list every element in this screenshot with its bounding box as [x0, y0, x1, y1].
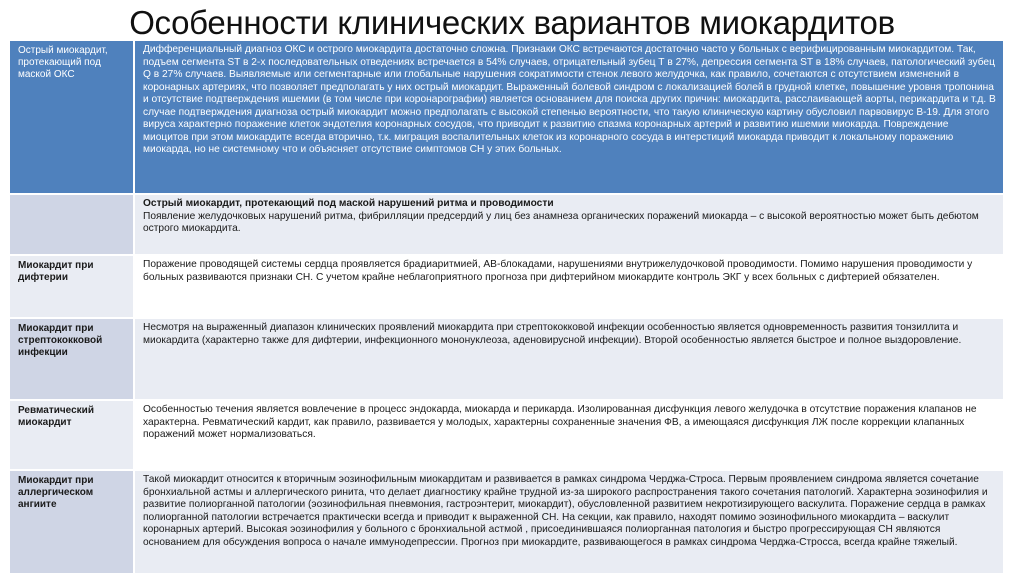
page-title: Особенности клинических вариантов миокардитов [129, 4, 895, 41]
row-text [133, 195, 1003, 254]
row-text-body: Такой миокардит относится к вторичным эозинофильным миокардитам и развивается в рамках синдрома Черджа-Строса. Первым проявлением синдрома является сочетание бронхиальной астмы и аллергического ринита, что делает диагностику крайне трудной из-за широкого распространения такого сочетания патологий. Характерна эозинофилия и развитие полиорганной патологии (эозинофильная пневмония, гастроэнтерит, миокардит), обусловленной развитием некротизирующего васкулита. Поражение сердца в рамках полиорганной патологии встречается практически всегда и приводит к выраженной СН. На секции, как правило, находят помимо эозинофильного миокардита – васкулит коронарных артерий. Высокая эозинофилия у больного с бронхиальной астмой , присоединившаяся полиорганная патология и быстро прогрессирующая СН являются основанием для обсуждения вопроса о начале иммунодепрессии. Прогноз при миокардите, развивающегося в рамках синдрома Черджа-Стросса, всегда крайне тяжелый. [143, 474, 988, 548]
table-row [10, 319, 1003, 401]
table-row [10, 471, 1003, 575]
row-label [10, 195, 133, 254]
table-row [10, 195, 1003, 256]
row-text [133, 401, 1003, 469]
row-label: Ревматический миокардит [10, 401, 133, 469]
table-row [10, 256, 1003, 319]
row-text-body: Поражение проводящей системы сердца проявляется брадиаритмией, АВ-блокадами, нарушениями внутрижелудочковой проводимости. Помимо нарушения проводимости у больных развиваются признаки СН. С учетом крайне неблагоприятного прогноза при дифтерийном миокардите контроль ЭКГ у всех больных с дифтерией обязателен. [143, 259, 973, 283]
row-heading: Острый миокардит, протекающий под маской нарушений ритма и проводимости [143, 198, 554, 209]
row-text-body: Несмотря на выраженный диапазон клинических проявлений миокардита при стрептококковой инфекции особенностью является одновременность развития тонзиллита и миокардита (характерно также для дифтерии, инфекционного мононуклеоза, аденовирусной инфекции). Второй особенностью является быстрое и полное выздоровление. [143, 322, 962, 346]
row-label: Миокардит при стрептококковой инфекции [10, 319, 133, 399]
row-text-body: Появление желудочковых нарушений ритма, фибрилляции предсердий у лиц без анамнеза органических поражений миокарда – с высокой вероятностью может быть дебютом острого миокардита. [143, 210, 979, 234]
row-text [133, 256, 1003, 317]
row-text [133, 319, 1003, 399]
table-row [10, 401, 1003, 471]
row-label: Миокардит при аллергическом ангиите [10, 471, 133, 573]
table-row [10, 41, 1003, 195]
row-label: Острый миокардит, протекающий под маской ОКС [10, 41, 133, 193]
row-text [133, 41, 1003, 193]
row-text-body: Особенностью течения является вовлечение в процесс эндокарда, миокарда и перикарда. Изолированная дисфункция левого желудочка в отсутствие поражения клапанов не характерна. Ревматический кардит, как правило, развивается у молодых, характерны сохраненные значения ФВ, а имеющаяся дисфункция ЛЖ после коррекции клапанных поражений может нормализоваться. [143, 404, 977, 440]
row-label: Миокардит при дифтерии [10, 256, 133, 317]
myocarditis-table [10, 41, 1003, 575]
row-text [133, 471, 1003, 573]
row-text-body: Дифференциальный диагноз ОКС и острого миокардита достаточно сложна. Признаки ОКС встречаются достаточно часто у больных с верифицированным миокардитом. Так, подъем сегмента ST в 2-х последовательных отведениях встречается в 54% случаев, отрицательный зубец Т в 27%, депрессия сегмента ST в 18% случаев, патологический зубец Q в 27% случаев. Выявляемые или сегментарные или глобальные нарушения сократимости стенок левого желудочка, как правило, сочетаются с отсутствием изменений в коронарных артериях, что позволяет предполагать у них острый миокардит. Выраженный болевой синдром с локализацией болей в грудной клетке, повышение уровня тропонина и отсутствие подтверждения ишемии (в том числе при коронарографии) является основанием для поиска других причин: миокардита, расслаивающей аорты, перикардита и т.д. В случае подтверждения диагноза острый миокардит можно предполагать с высокой степенью вероятности, что такую клиническую картину обусловил парвовирус В-19. Для этого вируса характерно поражение клеток эндотелия коронарных сосудов, что приводит к развитию спазма коронарных артерий и развитию ишемии миокарда. Повреждение миоцитов при этом миокардите всегда вторично, т.к. миграция воспалительных клеток из коронарного сосуда в интерстиций миокарда приводит к локальному поражению миокарда, но не системному что и объясняет отсутствие симптомов СН у этих больных. [143, 44, 996, 155]
